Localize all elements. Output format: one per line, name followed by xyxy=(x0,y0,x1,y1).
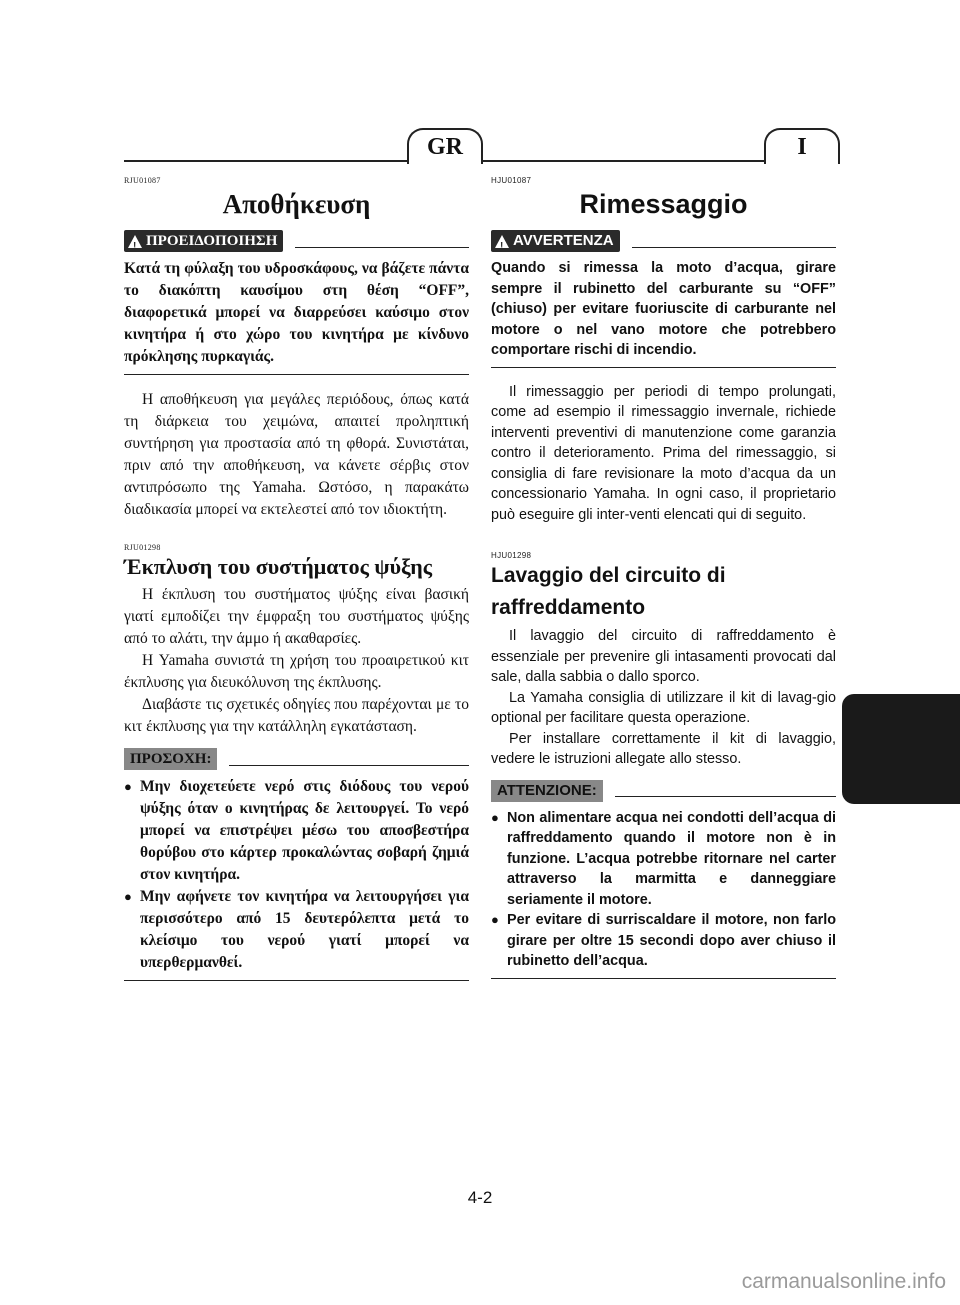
italian-column xyxy=(491,176,836,993)
divider xyxy=(229,765,469,766)
body-paragraph: Η έκπλυση του συστήματος ψύξης είναι βασική γιατί εμποδίζει την έμφραξη του συστήματος ψύξης από το αλάτι, την άμμο ή ακαθαρσίες. xyxy=(124,586,469,647)
caution-list xyxy=(491,808,836,972)
divider xyxy=(632,247,836,248)
greek-column xyxy=(124,176,469,995)
section-title: Αποθήκευση xyxy=(222,189,371,219)
section-code: HJU01298 xyxy=(491,551,532,560)
divider xyxy=(491,367,836,368)
divider xyxy=(491,978,836,979)
section-heading: Lavaggio del circuito di raffreddamento xyxy=(491,564,726,619)
section-title: Rimessaggio xyxy=(579,189,748,219)
language-tab-gr: GR xyxy=(407,128,483,164)
chapter-thumb-tab xyxy=(842,694,960,804)
warning-triangle-icon xyxy=(495,235,509,248)
divider xyxy=(615,796,836,797)
caution-header xyxy=(491,778,836,804)
divider xyxy=(295,247,469,248)
body-paragraph: Η αποθήκευση για μεγάλες περιόδους, όπως κατά τη διάρκεια του χειμώνα, απαιτεί προληπτική συντήρηση για προστασία από τη φθορά. Συνιστάται, πριν από την αποθήκευση, να κάνετε σέρβις στον αντιπρόσωπο της Yamaha. Ωστόσο, η παρακάτω διαδικασία μπορεί να εκτελεστεί από τον ιδιοκτήτη. xyxy=(124,391,469,518)
body-paragraph: Per installare correttamente il kit di lavaggio, vedere le istruzioni allegate allo stesso. xyxy=(491,730,836,767)
body-paragraph: Il rimessaggio per periodi di tempo prolungati, come ad esempio il rimessaggio invernale, richiede interventi preventivi di manutenzione come garanzia contro il deterioramento. Prima del rimessaggio, si consiglia di fare revisionare la moto d’acqua da un concessionario Yamaha. In ogni caso, il proprietario può eseguire gli inter-venti elencati qui di seguito. xyxy=(491,383,836,523)
warning-badge xyxy=(124,230,283,252)
list-item: ● Per evitare di surriscaldare il motore, non farlo girare per oltre 15 secondi dopo aver chiuso il rubinetto dell’acqua. xyxy=(491,910,836,972)
section-code: HJU01087 xyxy=(491,176,532,185)
warning-triangle-icon xyxy=(128,235,142,248)
warning-header xyxy=(491,228,836,254)
caution-list xyxy=(124,776,469,974)
caution-badge: ΠΡΟΣΟΧΗ: xyxy=(124,748,217,770)
list-item: ● Μην αφήνετε τον κινητήρα να λειτουργήσει για περισσότερο από 15 δευτερόλεπτα μετά το κλείσιμο του νερού γιατί μπορεί να υπερθερμανθεί. xyxy=(124,886,469,974)
divider xyxy=(124,374,469,375)
body-paragraph: Il lavaggio del circuito di raffreddamento è essenziale per prevenire gli intasamenti provocati dal sale, dalla sabbia o dallo sporco. xyxy=(491,628,836,685)
warning-text: Κατά τη φύλαξη του υδροσκάφους, να βάζετε πάντα το διακόπτη καυσίμου στη θέση “OFF”, διαφορετικά μπορεί να διαρρεύσει καύσιμο στον κινητήρα ή στο χώρο του κινητήρα με κίνδυνο πρόκλησης πυρκαγιάς. xyxy=(124,260,469,365)
caution-header xyxy=(124,746,469,772)
language-tab-it: I xyxy=(764,128,840,164)
warning-badge xyxy=(491,230,620,252)
body-paragraph: Διαβάστε τις σχετικές οδηγίες που παρέχονται με το κιτ έκπλυσης για την κατάλληλη εγκατάσταση. xyxy=(124,696,469,735)
caution-badge: ATTENZIONE: xyxy=(491,780,603,802)
section-heading: Έκπλυση του συστήματος ψύξης xyxy=(124,554,433,579)
list-item: ● Non alimentare acqua nei condotti dell’acqua di raffreddamento quando il motore non è in funzione. L’acqua potrebbe ritornare nel carter attraverso la marmitta e danneggiare seriamente il motore. xyxy=(491,808,836,911)
list-item: ● Μην διοχετεύετε νερό στις διόδους του νερού ψύξης όταν ο κινητήρας δε λειτουργεί. Το νερό μπορεί να επιστρέψει μέσω του αποσβεστήρα θορύβου στο κάρτερ προκαλώντας σοβαρή ζημιά στον κινητήρα. xyxy=(124,776,469,886)
page-number: 4-2 xyxy=(467,1188,493,1207)
watermark: carmanualsonline.info xyxy=(741,1270,946,1293)
body-paragraph: La Yamaha consiglia di utilizzare il kit di lavag-gio optional per facilitare questa operazione. xyxy=(491,689,836,726)
divider xyxy=(124,980,469,981)
warning-text: Quando si rimessa la moto d’acqua, girare sempre il rubinetto del carburante su “OFF” (chiuso) per evitare fuoriuscite di carburante nel motore o nel vano motore che potrebbero comportare rischi di incendio. xyxy=(491,260,836,358)
warning-label: ΠΡΟΕΙΔΟΠΟΙΗΣΗ xyxy=(146,233,278,249)
warning-label: AVVERTENZA xyxy=(513,232,614,249)
body-paragraph: Η Yamaha συνιστά τη χρήση του προαιρετικού κιτ έκπλυσης για διευκόλυνση της έκπλυσης. xyxy=(124,652,469,691)
section-code: RJU01298 xyxy=(124,543,161,552)
warning-header xyxy=(124,228,469,254)
section-code: RJU01087 xyxy=(124,176,161,185)
